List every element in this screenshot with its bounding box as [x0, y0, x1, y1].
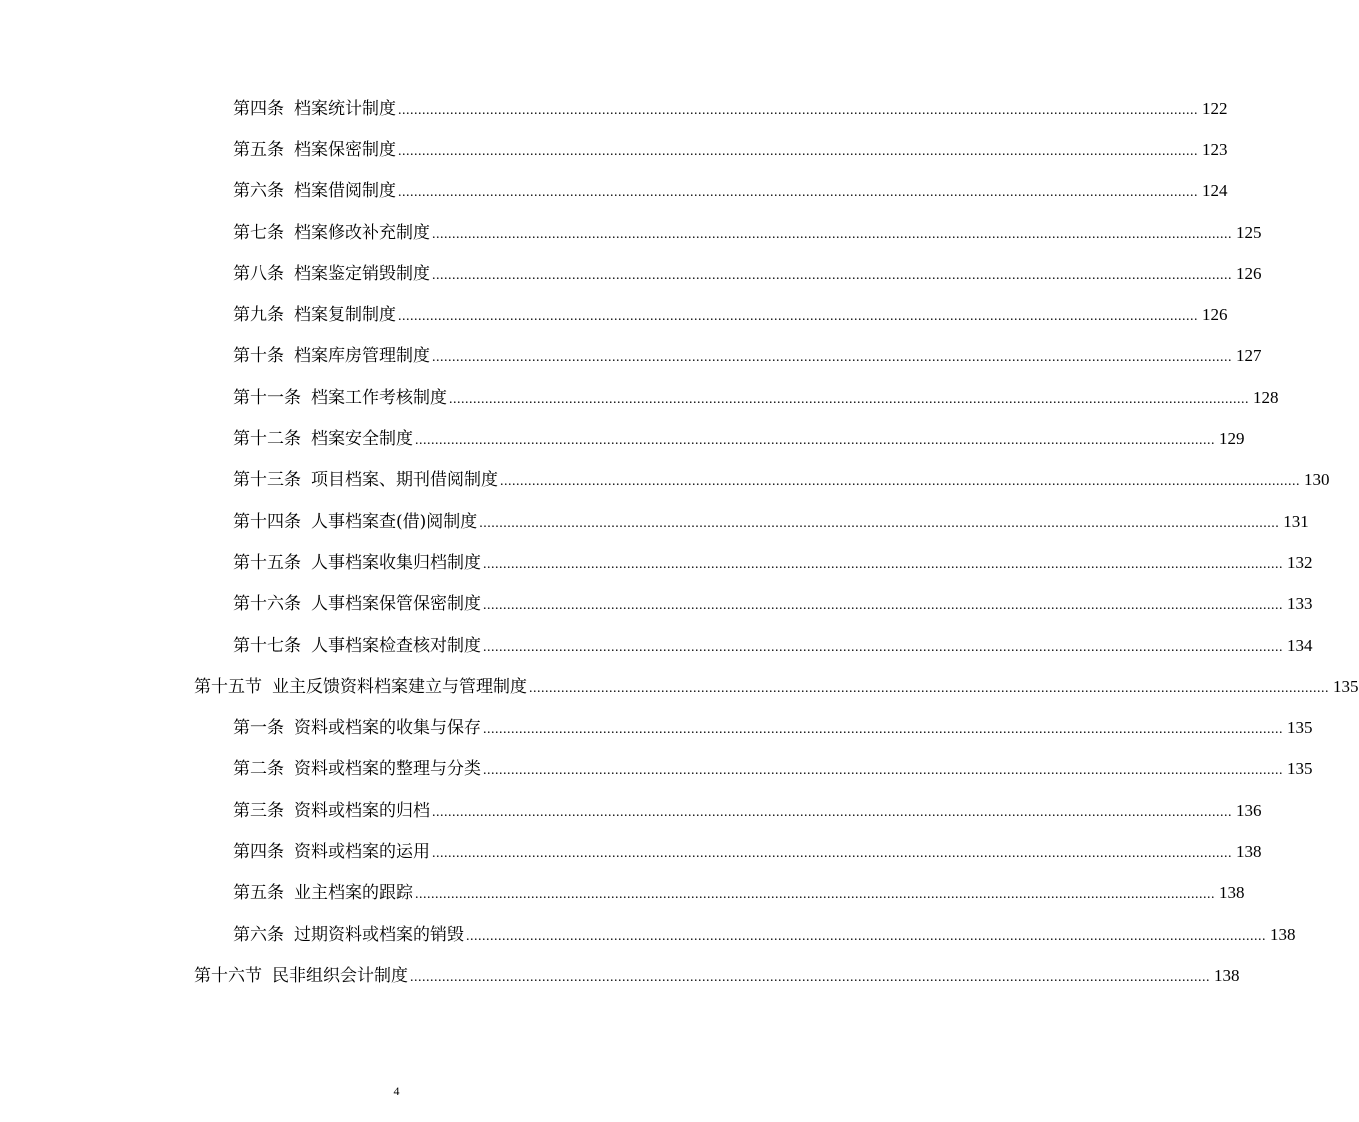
- toc-dot-leader: ........................................................................................................................................................................................................: [415, 887, 1215, 903]
- toc-entry-page: 136: [1236, 800, 1262, 820]
- toc-dot-leader: ........................................................................................................................................................................................................: [432, 804, 1232, 820]
- toc-entry-number: 第十一条: [233, 387, 301, 408]
- toc-entry-number: 第五条: [233, 883, 284, 904]
- toc-entry-page: 125: [1236, 222, 1262, 242]
- toc-entry-title: 人事档案保管保密制度: [311, 594, 481, 615]
- toc-entry-title: 档案安全制度: [311, 429, 413, 450]
- toc-entry[interactable]: [0, 171, 1228, 212]
- toc-entry-number: 第四条: [233, 98, 284, 119]
- toc-entry[interactable]: [0, 873, 1245, 914]
- toc-entry-number: 第八条: [233, 263, 284, 284]
- toc-entry-page: 135: [1287, 718, 1313, 738]
- toc-dot-leader: ........................................................................................................................................................................................................: [500, 474, 1300, 490]
- toc-dot-leader: ........................................................................................................................................................................................................: [483, 598, 1283, 614]
- toc-entry[interactable]: [0, 914, 1296, 955]
- toc-entry-title: 资料或档案的整理与分类: [294, 759, 481, 780]
- toc-entry-title: 资料或档案的归档: [294, 800, 430, 821]
- toc-entry-title: 档案库房管理制度: [294, 346, 430, 367]
- toc-dot-leader: ........................................................................................................................................................................................................: [432, 350, 1232, 366]
- toc-entry-number: 第十条: [233, 346, 284, 367]
- toc-entry-title: 档案工作考核制度: [311, 387, 447, 408]
- toc-dot-leader: ........................................................................................................................................................................................................: [398, 309, 1198, 325]
- toc-section-entry[interactable]: [0, 955, 1240, 996]
- toc-entry-title: 项目档案、期刊借阅制度: [311, 470, 498, 491]
- toc-entry-number: 第二条: [233, 759, 284, 780]
- toc-entry-number: 第十七条: [233, 635, 301, 656]
- toc-entry-number: 第十五节: [194, 676, 262, 697]
- toc-entry[interactable]: [0, 460, 1330, 501]
- toc-entry-number: 第五条: [233, 139, 284, 160]
- toc-entry-page: 135: [1333, 676, 1359, 696]
- toc-dot-leader: ........................................................................................................................................................................................................: [398, 143, 1198, 159]
- toc-entry-number: 第三条: [233, 800, 284, 821]
- page-number: 4: [393, 1084, 400, 1098]
- toc-entry-title: 资料或档案的收集与保存: [294, 718, 481, 739]
- toc-entry-title: 民非组织会计制度: [272, 965, 408, 986]
- toc-entry-title: 资料或档案的运用: [294, 841, 430, 862]
- toc-entry-page: 126: [1236, 263, 1262, 283]
- toc-entry-title: 档案修改补充制度: [294, 222, 430, 243]
- toc-entry[interactable]: [0, 831, 1262, 872]
- toc-entry[interactable]: [0, 749, 1313, 790]
- toc-entry-number: 第十三条: [233, 470, 301, 491]
- toc-entry-number: 第十四条: [233, 511, 301, 532]
- toc-entry-number: 第六条: [233, 924, 284, 945]
- toc-entry[interactable]: [0, 129, 1228, 170]
- toc-entry-page: 124: [1202, 181, 1228, 201]
- toc-entry[interactable]: [0, 336, 1262, 377]
- toc-entry-page: 138: [1270, 924, 1296, 944]
- toc-entry[interactable]: [0, 253, 1262, 294]
- toc-entry[interactable]: [0, 294, 1228, 335]
- toc-dot-leader: ........................................................................................................................................................................................................: [483, 556, 1283, 572]
- toc-entry[interactable]: [0, 790, 1262, 831]
- toc-dot-leader: ........................................................................................................................................................................................................: [432, 845, 1232, 861]
- toc-entry-page: 123: [1202, 139, 1228, 159]
- toc-entry-page: 128: [1253, 387, 1279, 407]
- toc-dot-leader: ........................................................................................................................................................................................................: [398, 102, 1198, 118]
- toc-entry[interactable]: [0, 88, 1228, 129]
- toc-entry-page: 122: [1202, 98, 1228, 118]
- toc-entry-page: 134: [1287, 635, 1313, 655]
- toc-entry-title: 档案复制制度: [294, 305, 396, 326]
- toc-dot-leader: ........................................................................................................................................................................................................: [432, 226, 1232, 242]
- toc-dot-leader: ........................................................................................................................................................................................................: [466, 928, 1266, 944]
- toc-entry-page: 126: [1202, 305, 1228, 325]
- toc-entry-number: 第一条: [233, 718, 284, 739]
- toc-entry-page: 135: [1287, 759, 1313, 779]
- toc-dot-leader: ........................................................................................................................................................................................................: [529, 680, 1329, 696]
- toc-entry-title: 过期资料或档案的销毁: [294, 924, 464, 945]
- toc-entry[interactable]: [0, 501, 1309, 542]
- toc-dot-leader: ........................................................................................................................................................................................................: [479, 515, 1280, 531]
- toc-dot-leader: ........................................................................................................................................................................................................: [483, 639, 1283, 655]
- toc-entry-page: 138: [1214, 965, 1240, 985]
- toc-dot-leader: ........................................................................................................................................................................................................: [483, 722, 1283, 738]
- toc-dot-leader: ........................................................................................................................................................................................................: [398, 185, 1198, 201]
- toc-entry[interactable]: [0, 542, 1313, 583]
- toc-entry-number: 第十六条: [233, 594, 301, 615]
- toc-entry-title: 业主档案的跟踪: [294, 883, 413, 904]
- toc-entry-page: 133: [1287, 594, 1313, 614]
- toc-entry-title: 档案统计制度: [294, 98, 396, 119]
- toc-entry-page: 127: [1236, 346, 1262, 366]
- toc-entry-title: 业主反馈资料档案建立与管理制度: [272, 676, 527, 697]
- toc-dot-leader: ........................................................................................................................................................................................................: [410, 969, 1210, 985]
- toc-entry-page: 130: [1304, 470, 1330, 490]
- toc-entry-title: 人事档案检查核对制度: [311, 635, 481, 656]
- toc-entry-number: 第十五条: [233, 552, 301, 573]
- toc-entry-title: 档案保密制度: [294, 139, 396, 160]
- toc-entry-number: 第四条: [233, 841, 284, 862]
- toc-section-entry[interactable]: [0, 666, 1359, 707]
- toc-entry-page: 131: [1283, 511, 1309, 531]
- table-of-contents: [0, 88, 1359, 997]
- toc-entry-number: 第九条: [233, 305, 284, 326]
- toc-entry-title: 人事档案查(借)阅制度: [311, 511, 478, 532]
- toc-entry-page: 138: [1236, 841, 1262, 861]
- toc-dot-leader: ........................................................................................................................................................................................................: [449, 391, 1249, 407]
- toc-entry-page: 132: [1287, 552, 1313, 572]
- toc-entry-title: 档案鉴定销毁制度: [294, 263, 430, 284]
- toc-entry[interactable]: [0, 418, 1245, 459]
- toc-entry-page: 138: [1219, 883, 1245, 903]
- toc-entry-number: 第十二条: [233, 429, 301, 450]
- toc-entry[interactable]: [0, 625, 1313, 666]
- toc-dot-leader: ........................................................................................................................................................................................................: [483, 763, 1283, 779]
- toc-entry-number: 第十六节: [194, 965, 262, 986]
- toc-entry[interactable]: [0, 377, 1279, 418]
- toc-dot-leader: ........................................................................................................................................................................................................: [432, 267, 1232, 283]
- toc-entry-title: 档案借阅制度: [294, 181, 396, 202]
- toc-entry-number: 第七条: [233, 222, 284, 243]
- toc-entry[interactable]: [0, 212, 1262, 253]
- toc-entry-title: 人事档案收集归档制度: [311, 552, 481, 573]
- toc-dot-leader: ........................................................................................................................................................................................................: [415, 433, 1215, 449]
- toc-entry-number: 第六条: [233, 181, 284, 202]
- toc-entry-page: 129: [1219, 429, 1245, 449]
- toc-entry[interactable]: [0, 584, 1313, 625]
- toc-entry[interactable]: [0, 707, 1313, 748]
